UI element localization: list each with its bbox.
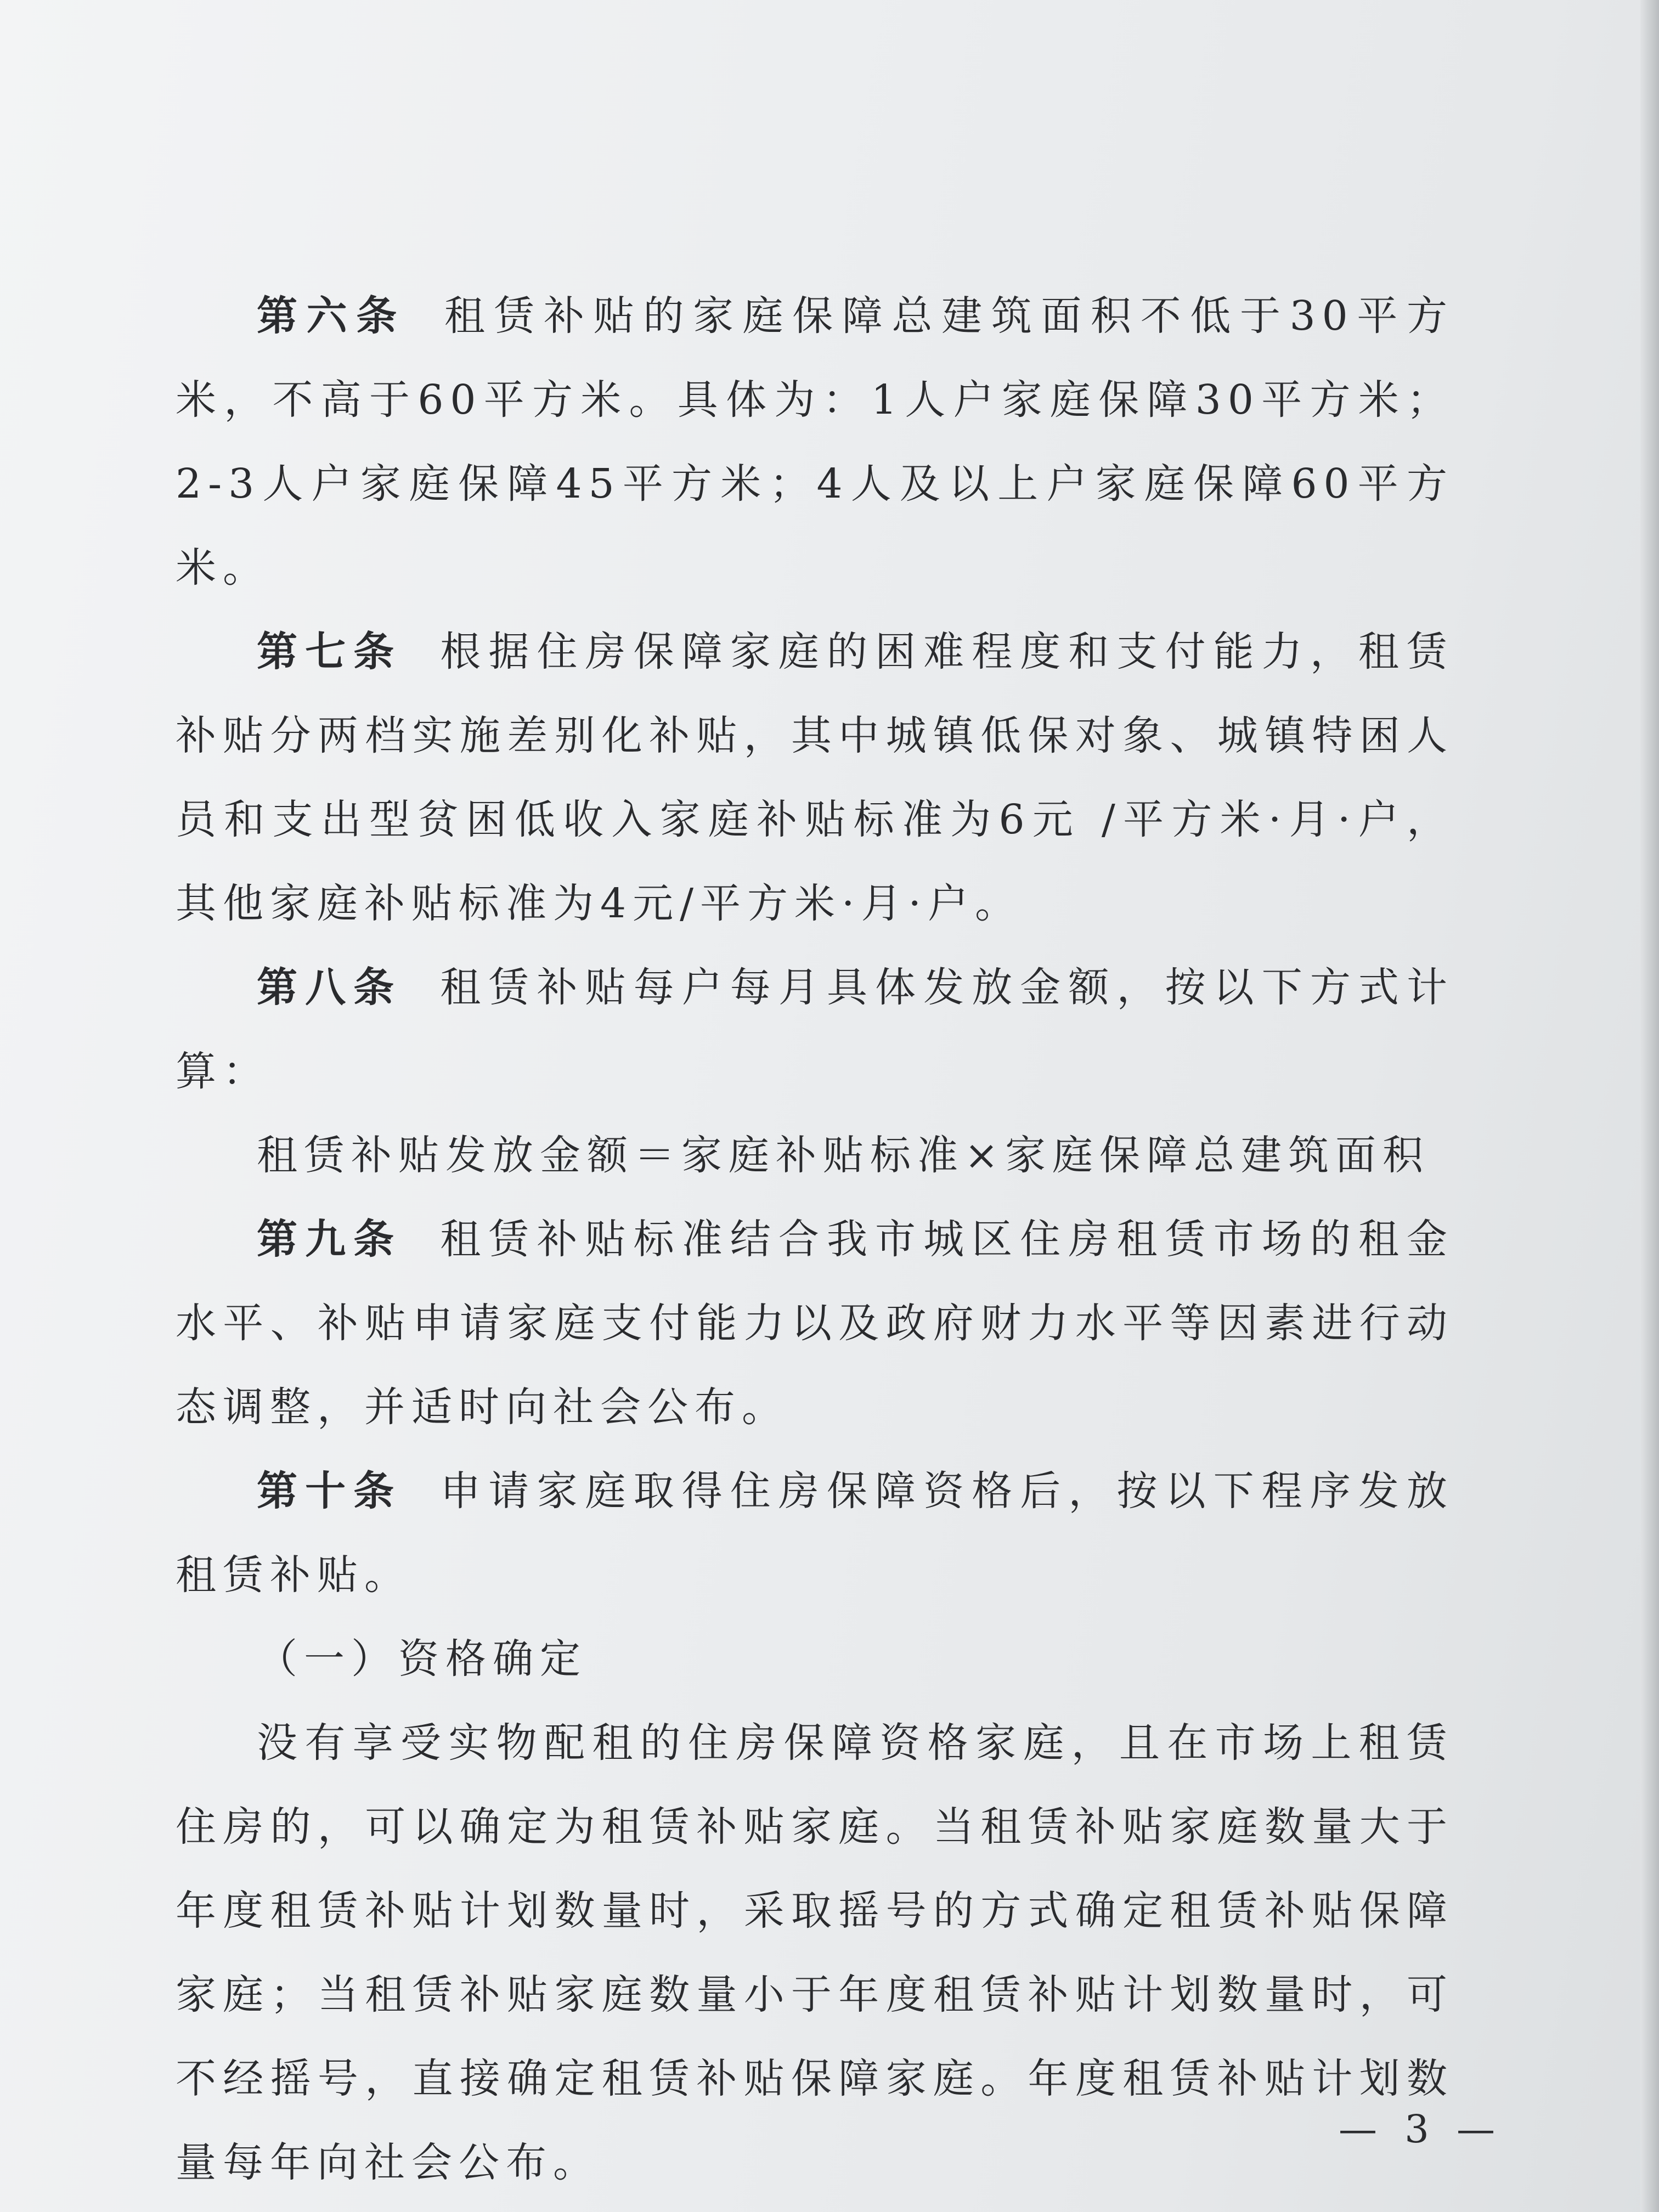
article-text: 申请家庭取得住房保障资格后，按以下程序发放租赁补贴。	[176, 1468, 1454, 1599]
section-heading: （一）资格确定	[257, 1635, 587, 1683]
subsidy-formula: 租赁补贴发放金额＝家庭补贴标准×家庭保障总建筑面积	[257, 1132, 1430, 1179]
document-body	[176, 274, 1454, 2205]
article-6	[176, 274, 1454, 610]
article-10	[176, 1449, 1454, 1617]
article-number: 第六条	[257, 292, 406, 340]
article-text: 租赁补贴的家庭保障总建筑面积不低于30平方米，不高于60平方米。具体为：1人户家庭保障30平方米；2-3人户家庭保障45平方米；4人及以上户家庭保障60平方米。	[176, 292, 1454, 591]
article-number: 第八条	[257, 964, 402, 1011]
page-edge-shadow	[1640, 0, 1659, 2212]
article-7	[176, 610, 1454, 946]
article-number: 第十条	[257, 1468, 402, 1515]
article-number: 第九条	[257, 1216, 402, 1263]
article-text: 租赁补贴每户每月具体发放金额，按以下方式计算：	[176, 964, 1454, 1095]
article-9	[176, 1198, 1454, 1449]
section-paragraph: 没有享受实物配租的住房保障资格家庭，且在市场上租赁住房的，可以确定为租赁补贴家庭。当租赁补贴家庭数量大于年度租赁补贴计划数量时，采取摇号的方式确定租赁补贴保障家庭；当租赁补贴家庭数量小于年度租赁补贴计划数量时，可不经摇号，直接确定租赁补贴保障家庭。年度租赁补贴计划数量每年向社会公布。	[176, 1719, 1454, 2186]
article-text: 租赁补贴标准结合我市城区住房租赁市场的租金水平、补贴申请家庭支付能力以及政府财力水平等因素进行动态调整，并适时向社会公布。	[176, 1216, 1454, 1431]
article-text: 根据住房保障家庭的困难程度和支付能力，租赁补贴分两档实施差别化补贴，其中城镇低保对象、城镇特困人员和支出型贫困低收入家庭补贴标准为6元 /平方米·月·户，其他家庭补贴标准为4元/平方米·月·户。	[176, 628, 1454, 927]
article-8	[176, 946, 1454, 1114]
page-number: — 3 —	[1339, 2107, 1503, 2152]
article-number: 第七条	[257, 628, 402, 675]
